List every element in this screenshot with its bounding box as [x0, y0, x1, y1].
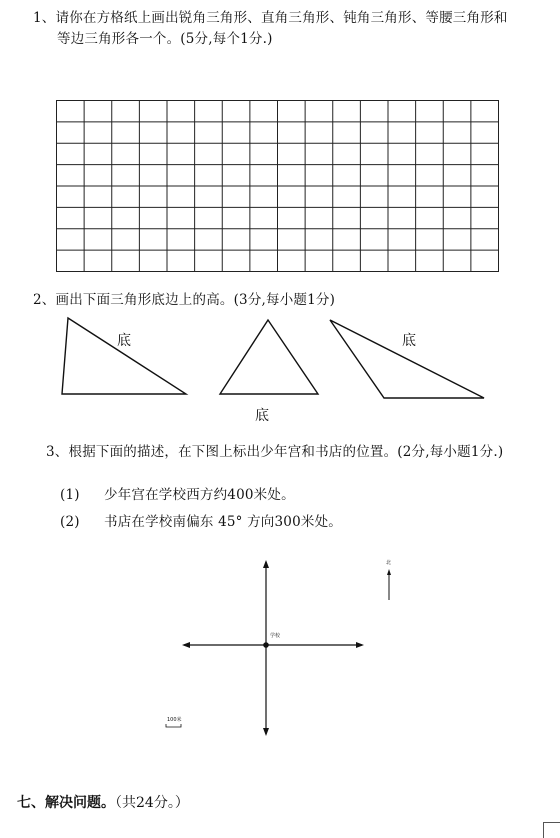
- item-text: 少年宫在学校西方约400米处。: [104, 487, 295, 503]
- triangles-figure: [0, 310, 560, 410]
- question-1-line-2: 等边三角形各一个。(5分,每个1分.): [57, 31, 273, 47]
- scale-label: 100米: [167, 717, 182, 723]
- page-corner-mark: [543, 822, 560, 838]
- arrow-left-icon: [182, 642, 190, 648]
- north-arrow-icon: [387, 569, 391, 575]
- question-3-item-2: [60, 512, 342, 533]
- section-7-title: [17, 792, 189, 812]
- item-text: 书店在学校南偏东 45° 方向300米处。: [104, 514, 342, 530]
- base-label-left: 底: [117, 333, 131, 349]
- question-3: 3、根据下面的描述，在下图上标出少年宫和书店的位置。(2分,每小题1分.): [46, 444, 504, 460]
- north-label: 北: [386, 560, 392, 566]
- base-label-right: 底: [402, 333, 416, 349]
- question-1-line-1: 1、请你在方格纸上画出锐角三角形、直角三角形、钝角三角形、等腰三角形和: [33, 10, 508, 26]
- arrow-down-icon: [263, 728, 269, 736]
- arrow-right-icon: [356, 642, 364, 648]
- arrow-up-icon: [263, 560, 269, 568]
- scale-bar: [166, 724, 181, 727]
- school-point: [263, 642, 269, 648]
- question-3-item-1: [60, 485, 295, 506]
- item-number: (2): [60, 514, 80, 530]
- grid-lines: [56, 100, 499, 272]
- triangle-acute: [220, 320, 318, 394]
- section-7-note: （共24分。）: [115, 795, 189, 811]
- base-label-middle: 底: [255, 408, 269, 424]
- question-1: [33, 8, 558, 50]
- school-label: 学校: [270, 633, 281, 639]
- item-number: (1): [60, 487, 80, 503]
- map-figure: [160, 548, 410, 743]
- section-7-heading: 七、解决问题。: [17, 795, 115, 811]
- question-2: 2、画出下面三角形底边上的高。(3分,每小题1分): [33, 292, 336, 308]
- grid-paper: [56, 100, 499, 272]
